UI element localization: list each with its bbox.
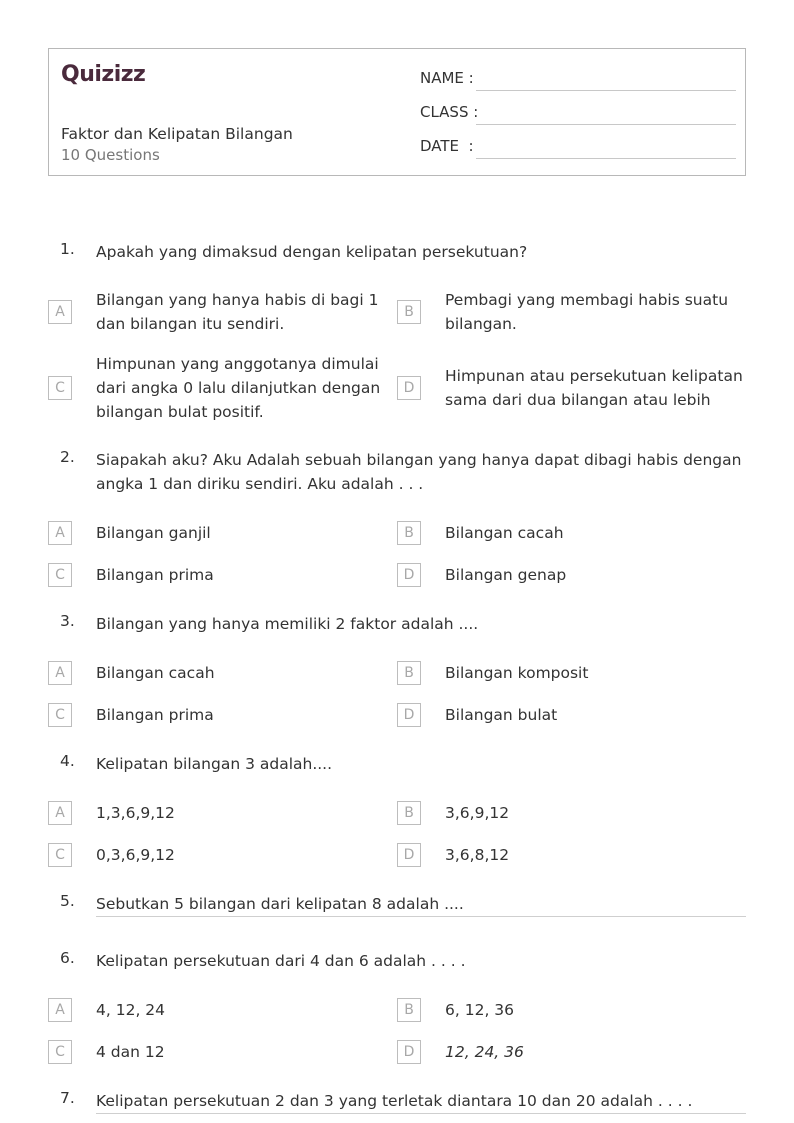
option-a-text: Bilangan ganjil bbox=[96, 524, 211, 542]
option-d-text: 3,6,8,12 bbox=[445, 846, 510, 864]
option-c-box[interactable]: C bbox=[48, 376, 72, 400]
option-c-box[interactable]: C bbox=[48, 563, 72, 587]
question-number: 7. bbox=[60, 1089, 75, 1107]
option-b-text: 3,6,9,12 bbox=[445, 804, 510, 822]
question-text: Siapakah aku? Aku Adalah sebuah bilangan yang hanya dapat dibagi habis dengan angka 1 dan diriku sendiri. Aku adalah . . . bbox=[96, 451, 742, 493]
question-text-answer-line[interactable]: Sebutkan 5 bilangan dari kelipatan 8 adalah .... bbox=[96, 892, 746, 917]
option-b-text: Bilangan komposit bbox=[445, 664, 589, 682]
option-d-box[interactable]: D bbox=[397, 843, 421, 867]
name-line[interactable] bbox=[476, 90, 736, 91]
option-a-box[interactable]: A bbox=[48, 998, 72, 1022]
class-line[interactable] bbox=[476, 124, 736, 125]
worksheet-question-count: 10 Questions bbox=[61, 146, 160, 164]
option-c-box[interactable]: C bbox=[48, 703, 72, 727]
option-d-text: 12, 24, 36 bbox=[445, 1043, 524, 1061]
question-number: 4. bbox=[60, 752, 75, 770]
option-a-box[interactable]: A bbox=[48, 300, 72, 324]
option-b-text: Bilangan cacah bbox=[445, 524, 564, 542]
option-c-box[interactable]: C bbox=[48, 1040, 72, 1064]
option-a-box[interactable]: A bbox=[48, 801, 72, 825]
option-b-text: Pembagi yang membagi habis suatu bilangan. bbox=[445, 291, 729, 333]
option-a-box[interactable]: A bbox=[48, 661, 72, 685]
option-b-box[interactable]: B bbox=[397, 521, 421, 545]
question-text-answer-line[interactable]: Kelipatan persekutuan 2 dan 3 yang terletak diantara 10 dan 20 adalah . . . . bbox=[96, 1089, 746, 1114]
option-c-text: 4 dan 12 bbox=[96, 1043, 165, 1061]
option-d-box[interactable]: D bbox=[397, 376, 421, 400]
option-d-text: Bilangan bulat bbox=[445, 706, 558, 724]
question-number: 6. bbox=[60, 949, 75, 967]
option-b-box[interactable]: B bbox=[397, 998, 421, 1022]
option-c-text: 0,3,6,9,12 bbox=[96, 846, 175, 864]
question-text: Kelipatan bilangan 3 adalah.... bbox=[96, 755, 333, 773]
option-c-text: Himpunan yang anggotanya dimulai dari angka 0 lalu dilanjutkan dengan bilangan bulat positif. bbox=[96, 355, 381, 421]
name-field[interactable] bbox=[420, 69, 736, 93]
question-number: 2. bbox=[60, 448, 75, 466]
question-number: 1. bbox=[60, 240, 75, 258]
option-d-box[interactable]: D bbox=[397, 1040, 421, 1064]
worksheet-title: Faktor dan Kelipatan Bilangan bbox=[61, 125, 293, 143]
date-field[interactable] bbox=[420, 137, 736, 161]
class-field[interactable] bbox=[420, 103, 736, 127]
worksheet-header bbox=[48, 48, 746, 176]
option-b-box[interactable]: B bbox=[397, 300, 421, 324]
option-c-box[interactable]: C bbox=[48, 843, 72, 867]
option-b-box[interactable]: B bbox=[397, 661, 421, 685]
option-a-box[interactable]: A bbox=[48, 521, 72, 545]
option-a-text: 4, 12, 24 bbox=[96, 1001, 166, 1019]
option-b-text: 6, 12, 36 bbox=[445, 1001, 515, 1019]
date-label: DATE : bbox=[420, 137, 474, 155]
quizizz-logo bbox=[61, 59, 151, 87]
question-number: 5. bbox=[60, 892, 75, 910]
option-a-text: 1,3,6,9,12 bbox=[96, 804, 175, 822]
svg-text:Quizizz: Quizizz bbox=[61, 62, 146, 87]
option-d-text: Himpunan atau persekutuan kelipatan sama dari dua bilangan atau lebih bbox=[445, 367, 743, 409]
option-d-box[interactable]: D bbox=[397, 703, 421, 727]
option-a-text: Bilangan cacah bbox=[96, 664, 215, 682]
date-line[interactable] bbox=[476, 158, 736, 159]
question-text: Kelipatan persekutuan dari 4 dan 6 adalah . . . . bbox=[96, 952, 466, 970]
option-a-text: Bilangan yang hanya habis di bagi 1 dan bilangan itu sendiri. bbox=[96, 291, 379, 333]
option-c-text: Bilangan prima bbox=[96, 706, 214, 724]
question-text: Apakah yang dimaksud dengan kelipatan persekutuan? bbox=[96, 243, 528, 261]
question-text: Bilangan yang hanya memiliki 2 faktor adalah .... bbox=[96, 615, 479, 633]
option-d-text: Bilangan genap bbox=[445, 566, 567, 584]
option-c-text: Bilangan prima bbox=[96, 566, 214, 584]
question-number: 3. bbox=[60, 612, 75, 630]
name-label: NAME : bbox=[420, 69, 474, 87]
option-d-box[interactable]: D bbox=[397, 563, 421, 587]
class-label: CLASS : bbox=[420, 103, 479, 121]
option-b-box[interactable]: B bbox=[397, 801, 421, 825]
